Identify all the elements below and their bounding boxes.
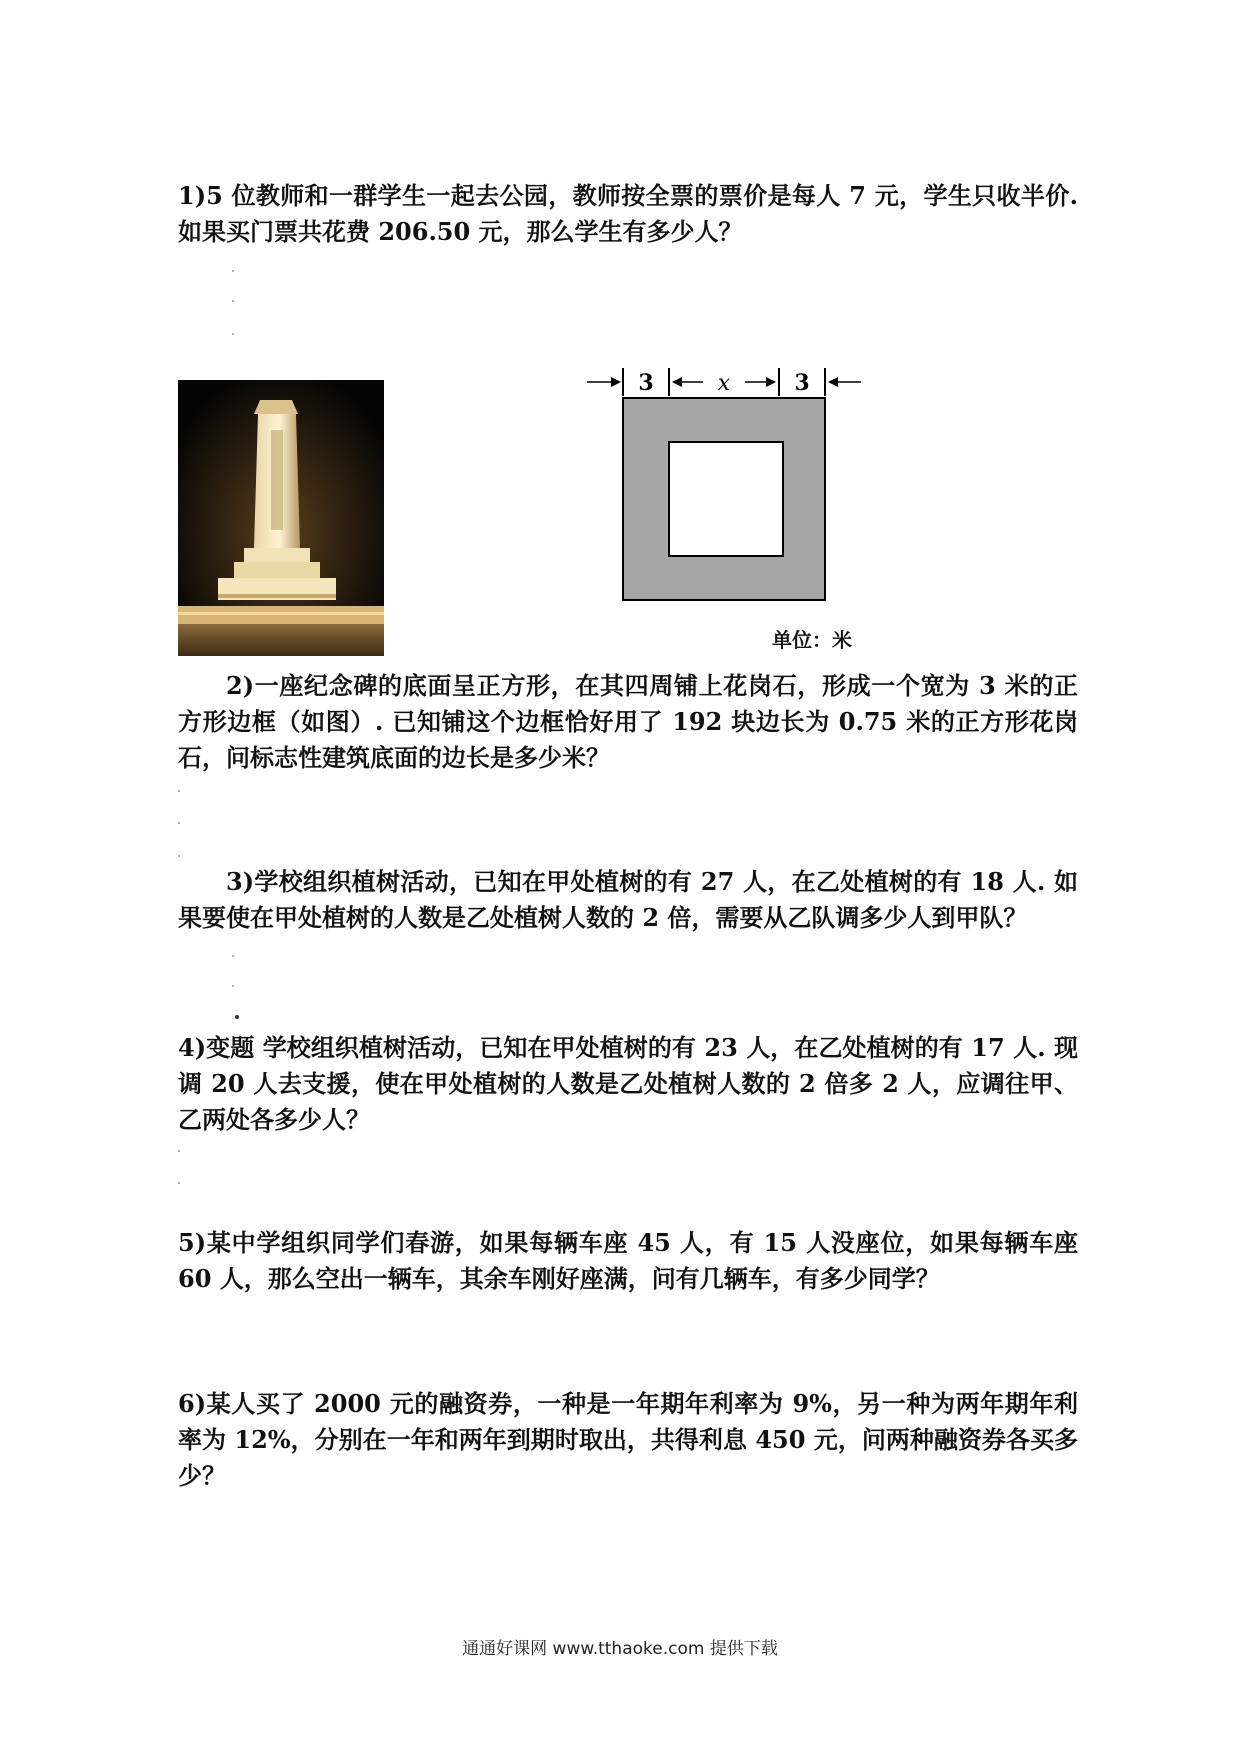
answer-space-dot	[178, 822, 180, 824]
problem-2	[178, 668, 1078, 776]
problem-1-number: 1)	[178, 181, 207, 210]
problem-4-text: 变题 学校组织植树活动，已知在甲处植树的有 23 人，在乙处植树的有 17 人. 现调 20 人去支援，使在甲处植树的人数是乙处植树人数的 2 倍多 2 人，应调往甲、乙两处各多少人？	[178, 1033, 1078, 1134]
arrowhead	[672, 377, 682, 387]
problem-3-number: 3)	[226, 867, 255, 896]
problem-5-number: 5)	[178, 1228, 207, 1257]
problem-1	[178, 178, 1078, 250]
arrowhead	[828, 377, 838, 387]
problem-3-text: 学校组织植树活动，已知在甲处植树的有 27 人，在乙处植树的有 18 人. 如果要使在甲处植树的人数是乙处植树人数的 2 倍，需要从乙队调多少人到甲队？	[178, 867, 1078, 932]
answer-space-dot	[232, 955, 234, 957]
answer-space-dot	[178, 1150, 180, 1152]
problem-1-text: 5 位教师和一群学生一起去公园，教师按全票的票价是每人 7 元，学生只收半价. 如果买门票共花费 206.50 元，那么学生有多少人？	[178, 181, 1078, 246]
problem-6	[178, 1386, 1078, 1494]
answer-space-dot	[232, 985, 234, 987]
left-width-label: 3	[638, 370, 654, 396]
inner-square	[669, 442, 783, 556]
problem-2-text: 一座纪念碑的底面呈正方形，在其四周铺上花岗石，形成一个宽为 3 米的正方形边框（如图）. 已知铺这个边框恰好用了 192 块边长为 0.75 米的正方形花岗石，问标志性建筑底面的边长是多少米？	[178, 671, 1078, 772]
problem-4-number: 4)	[178, 1033, 207, 1062]
problem-2-number: 2)	[226, 671, 255, 700]
problem-4	[178, 1030, 1078, 1138]
monument-photo	[178, 380, 384, 656]
problem-6-text: 某人买了 2000 元的融资券，一种是一年期年利率为 9%，另一种为两年期年利率为 12%，分别在一年和两年到期时取出，共得利息 450 元，问两种融资券各买多少？	[178, 1389, 1078, 1490]
unit-label: 单位：米	[772, 628, 852, 652]
problem-3	[178, 864, 1078, 936]
answer-space-dot	[232, 270, 234, 272]
answer-space-dot	[232, 333, 234, 335]
problem-6-number: 6)	[178, 1389, 207, 1418]
square-frame-diagram	[575, 360, 875, 610]
answer-space-dot	[178, 855, 180, 857]
arrowhead	[611, 377, 621, 387]
monument-illustration	[178, 380, 384, 656]
arrowhead	[766, 377, 776, 387]
middle-length-label: x	[717, 371, 731, 396]
answer-space-dot	[178, 790, 180, 792]
problem-5	[178, 1225, 1078, 1297]
answer-space-dot	[178, 1182, 180, 1184]
page-footer: 通通好课网 www.tthaoke.com 提供下载	[462, 1639, 778, 1659]
answer-space-dot	[232, 300, 234, 302]
problem-5-text: 某中学组织同学们春游，如果每辆车座 45 人，有 15 人没座位，如果每辆车座 60 人，那么空出一辆车，其余车刚好座满，问有几辆车，有多少同学？	[178, 1228, 1078, 1293]
frame-figure	[575, 360, 875, 610]
right-width-label: 3	[794, 370, 810, 396]
answer-space-dot	[235, 1015, 239, 1019]
